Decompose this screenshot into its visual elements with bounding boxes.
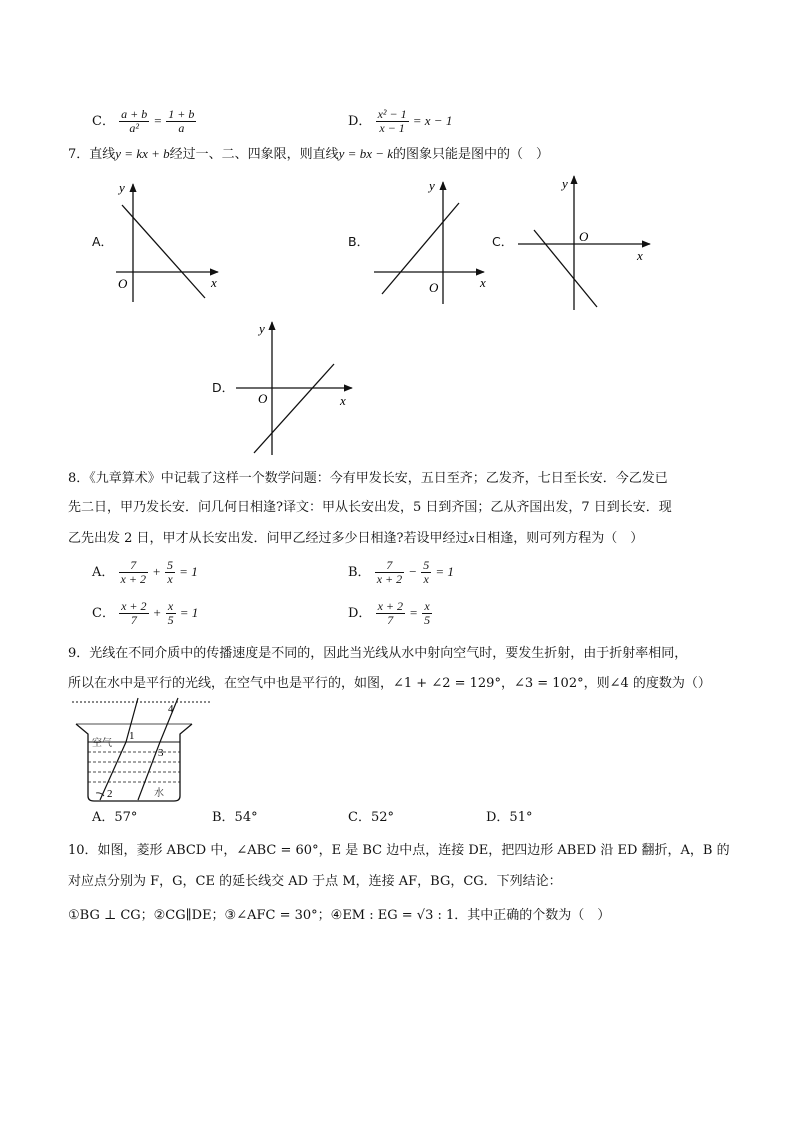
q9-line-2: 所以在水中是平行的光线，在空气中也是平行的，如图，∠1 + ∠2 = 129°，∠3 = 102°，则∠4 的度数为（） [68, 676, 711, 691]
q8-option-a[interactable]: A． $\frac{7}{x + 2}$ + $\frac{5}{x}$ = 1 [92, 558, 198, 586]
q7-option-d[interactable]: D． [212, 380, 235, 395]
q8-option-c[interactable]: C． $\frac{x + 2}{7}$ + $\frac{x}{5}$ = 1 [92, 599, 199, 627]
q9-option-d[interactable]: D．51° [486, 810, 533, 825]
fraction: $\frac{5}{x}$ [423, 558, 430, 586]
q7-option-c[interactable]: C． [492, 234, 514, 249]
light-ray-1 [100, 698, 138, 800]
y-label: y [429, 178, 435, 193]
q9-figure [70, 696, 220, 806]
fraction: $\frac{1 + b}{a}$ [168, 107, 195, 135]
q9-option-c[interactable]: C．52° [348, 810, 394, 825]
air-label: 空气 [92, 738, 112, 749]
angle-4-label: 4 [168, 703, 174, 715]
q8-option-d[interactable]: D． $\frac{x + 2}{7}$ = $\frac{x}{5}$ [348, 599, 431, 627]
y-label: y [259, 321, 265, 336]
fraction: $\frac{\text{x² − 1}}{x - 1}$ [377, 107, 407, 135]
fraction: $\frac{x + 2}{7}$ [121, 599, 147, 627]
q10-line-1: 10．如图，菱形 ABCD 中，∠ABC = 60°，E 是 BC 边中点，连接 DE，把四边形 ABED 沿 ED 翻折，A，B 的 [68, 843, 730, 858]
x-label: x [637, 248, 643, 263]
q8-line-2: 先二日，甲乃发长安．问几何日相逢?译文：甲从长安出发，5 日到齐国；乙从齐国出发，7 日到长安．现 [68, 500, 672, 515]
graph-line [122, 205, 205, 298]
fraction: $\frac{x + 2}{7}$ [377, 599, 404, 627]
graph-a [116, 184, 218, 302]
q7-stem: 7．直线y = kx + b经过一、二、四象限，则直线y = bx − k的图象只能是图中的（ ） [68, 146, 550, 162]
fraction: $\frac{7}{x + 2}$ [376, 558, 403, 586]
angle-3-label: 3 [158, 747, 164, 759]
fraction: $\frac{7}{x + 2}$ [120, 558, 146, 586]
q8-line-3: 乙先出发 2 日，甲才从长安出发．问甲乙经过多少日相逢?若设甲经过x日相逢，则可列方程为（ ） [68, 530, 644, 546]
angle-2-label: 2 [107, 788, 113, 800]
fraction: $\frac{x}{5}$ [167, 599, 174, 627]
angle-1-label: 1 [129, 730, 135, 742]
y-label: y [119, 180, 125, 195]
origin-label: O [118, 276, 128, 291]
origin-label: O [429, 280, 439, 295]
q7-option-b[interactable]: B． [348, 234, 370, 249]
y-label: y [562, 176, 568, 191]
fraction: $\frac{a + b}{\text{a²}}$ [121, 107, 148, 135]
x-label: x [211, 275, 217, 290]
q9-option-a[interactable]: A．57° [92, 810, 138, 825]
origin-label: O [579, 229, 589, 244]
q7-graphs [0, 0, 794, 470]
q6-option-d[interactable]: D． $\frac{\text{x² − 1}}{x - 1}$ = x − 1 [348, 107, 453, 135]
q6-option-c[interactable]: C． $\frac{a + b}{\text{a²}}$ = $\frac{1 + b}{a}$ [92, 107, 195, 135]
origin-label: O [258, 391, 268, 406]
graph-line [254, 364, 334, 453]
x-label: x [480, 275, 486, 290]
graph-line [382, 203, 459, 294]
q9-option-b[interactable]: B．54° [212, 810, 258, 825]
q9-line-1: 9．光线在不同介质中的传播速度是不同的，因此当光线从水中射向空气时，要发生折射，由于折射率相同， [68, 646, 688, 661]
graph-d [236, 322, 352, 455]
q10-line-2: 对应点分别为 F，G，CE 的延长线交 AD 于点 M，连接 AF，BG，CG．下列结论： [68, 874, 562, 889]
q8-line-1: 8．《九章算术》中记载了这样一个数学问题：今有甲发长安，五日至齐；乙发齐，七日至长安．今乙发已 [68, 471, 668, 486]
fraction: $\frac{x}{5}$ [424, 599, 431, 627]
q8-option-b[interactable]: B． $\frac{7}{x + 2}$ − $\frac{5}{x}$ = 1 [348, 558, 454, 586]
x-label: x [340, 393, 346, 408]
q10-line-3: ①BG ⊥ CG；②CG∥DE；③∠AFC = 30°；④EM : EG = √3 : 1．其中正确的个数为（ ） [68, 908, 611, 923]
fraction: $\frac{5}{x}$ [167, 558, 174, 586]
water-label: 水 [154, 788, 164, 799]
q7-option-a[interactable]: A． [92, 234, 114, 249]
